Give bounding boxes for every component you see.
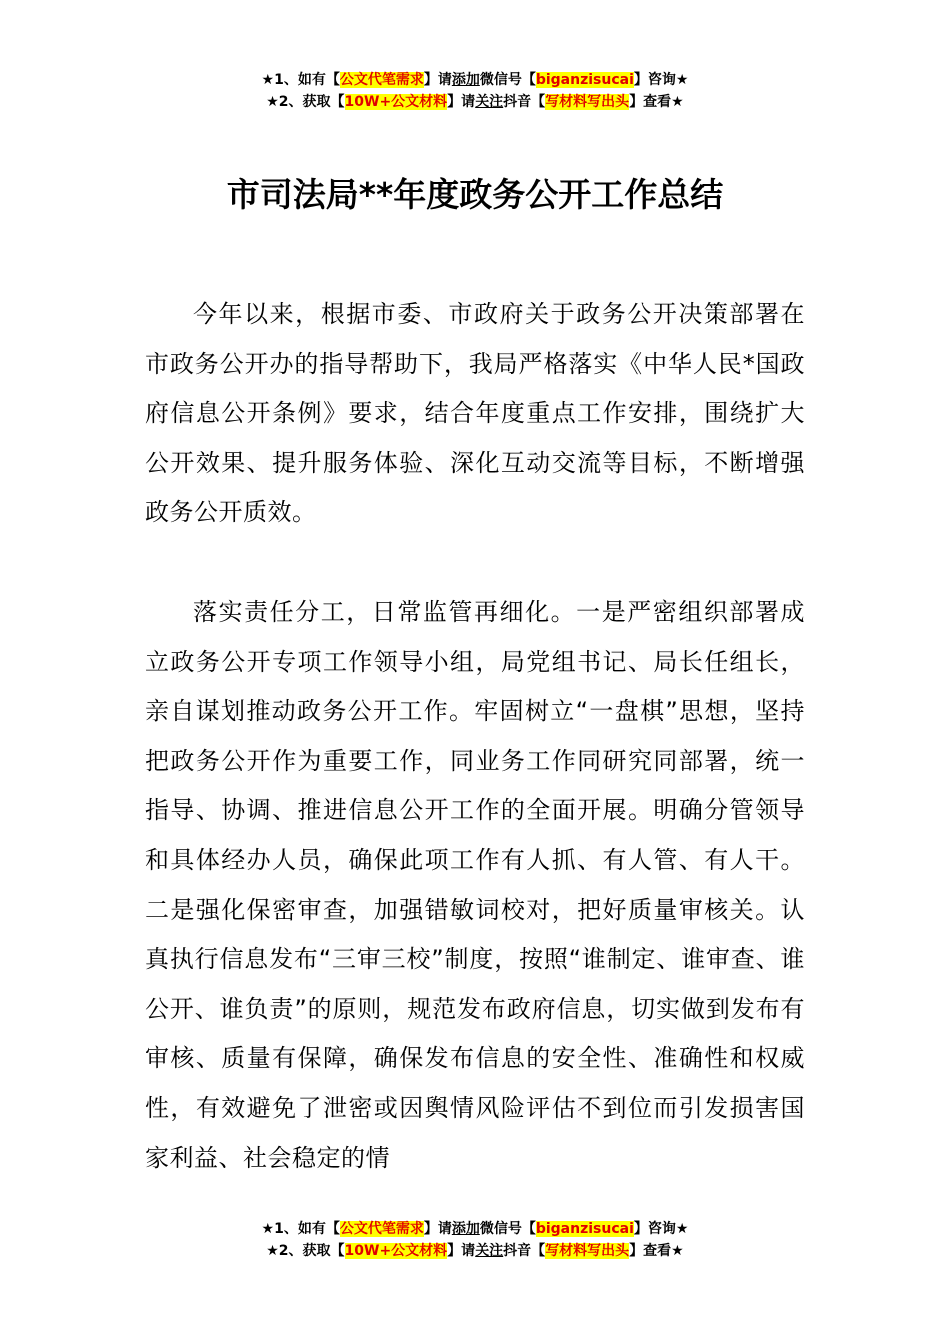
promo-wechat-id: biganzisucai <box>535 1221 634 1237</box>
promo-highlight: 公文代笔需求 <box>339 1221 424 1237</box>
promo-highlight: 公文代笔需求 <box>339 72 424 88</box>
promo-text: 】请 <box>447 94 476 110</box>
promo-line-1 <box>0 1218 950 1240</box>
promo-banner-bottom <box>0 1218 950 1262</box>
body-paragraph-2: 落实责任分工，日常监管再细化。一是严密组织部署成立政务公开专项工作领导小组，局党组书记、局长任组长，亲自谋划推动政务公开工作。牢固树立“一盘棋”思想，坚持把政务公开作为重要工作，同业务工作同研究同部署，统一指导、协调、推进信息公开工作的全面开展。明确分管领导和具体经办人员，确保此项工作有人抓、有人管、有人干。二是强化保密审查，加强错敏词校对，把好质量审核关。认真执行信息发布“三审三校”制度，按照“谁制定、谁审查、谁公开、谁负责”的原则，规范发布政府信息，切实做到发布有审核、质量有保障，确保发布信息的安全性、准确性和权威性，有效避免了泄密或因舆情风险评估不到位而引发损害国家利益、社会稳定的情 <box>145 598 805 1172</box>
promo-text: 微信号【 <box>479 1221 536 1237</box>
promo-douyin-account: 写材料写出头 <box>545 1243 630 1259</box>
promo-text: 】查看★ <box>629 1243 684 1259</box>
promo-text: 微信号【 <box>479 72 536 88</box>
promo-line-1 <box>0 69 950 91</box>
promo-text: 】查看★ <box>629 94 684 110</box>
promo-text: ★1、如有【 <box>261 72 340 88</box>
promo-line-2 <box>0 91 950 113</box>
promo-wechat-id: biganzisucai <box>535 72 634 88</box>
promo-text: 抖音【 <box>503 1243 546 1259</box>
promo-underlined: 添加 <box>451 72 480 88</box>
promo-text: 】咨询★ <box>633 72 689 88</box>
promo-text: ★2、获取【 <box>266 94 345 110</box>
promo-text: 抖音【 <box>503 94 546 110</box>
document-title: 市司法局**年度政务公开工作总结 <box>226 175 724 215</box>
promo-underlined: 添加 <box>451 1221 480 1237</box>
promo-text: 】咨询★ <box>633 1221 689 1237</box>
promo-line-2 <box>0 1240 950 1262</box>
promo-text: ★1、如有【 <box>261 1221 340 1237</box>
promo-text: 】请 <box>423 1221 452 1237</box>
promo-banner-top <box>0 69 950 113</box>
promo-underlined: 关注 <box>475 1243 504 1259</box>
promo-highlight: 10W+公文材料 <box>344 94 448 110</box>
promo-text: 】请 <box>447 1243 476 1259</box>
promo-text: ★2、获取【 <box>266 1243 345 1259</box>
promo-text: 】请 <box>423 72 452 88</box>
promo-underlined: 关注 <box>475 94 504 110</box>
promo-douyin-account: 写材料写出头 <box>545 94 630 110</box>
body-paragraph-1: 今年以来，根据市委、市政府关于政务公开决策部署在市政务公开办的指导帮助下，我局严格落实《中华人民*国政府信息公开条例》要求，结合年度重点工作安排，围绕扩大公开效果、提升服务体验、深化互动交流等目标，不断增强政务公开质效。 <box>145 300 805 527</box>
promo-highlight: 10W+公文材料 <box>344 1243 448 1259</box>
